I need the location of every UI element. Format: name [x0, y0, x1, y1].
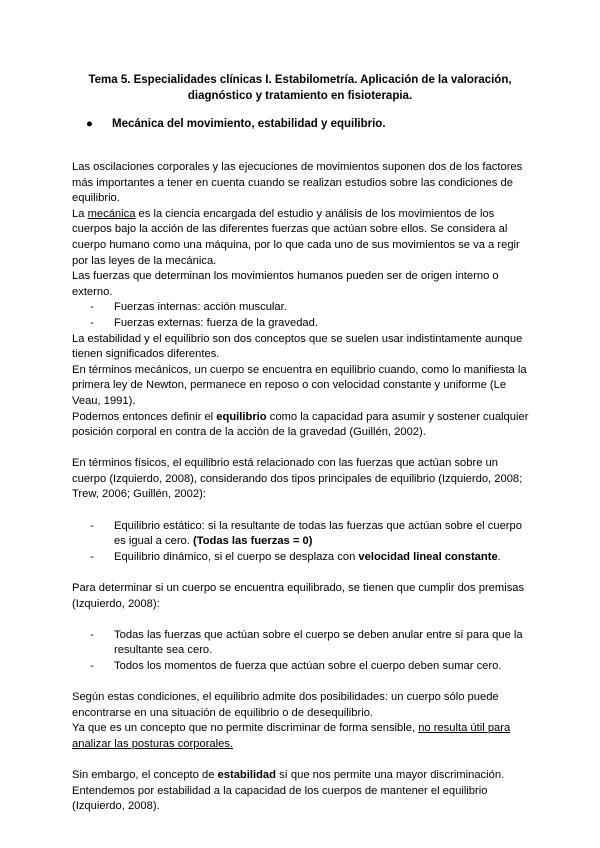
- text: .: [497, 550, 501, 563]
- section-heading: [86, 116, 386, 132]
- paragraph-not-useful: [72, 721, 532, 752]
- list-item: [72, 300, 532, 316]
- list-item-text: Todas las fuerzas que actúan sobre el cuerpo se deben anular entre sí para que la resultante sea cero.: [114, 628, 523, 657]
- list-item-text: Fuerzas externas: fuerza de la gravedad.: [114, 316, 318, 329]
- list-item-text: Fuerzas internas: acción muscular.: [114, 301, 287, 314]
- text: Sin embargo, el concepto de: [72, 769, 218, 782]
- list-item: [72, 316, 532, 332]
- paragraph-mechanics: [72, 207, 532, 269]
- paragraph-equilibrium-definition: [72, 410, 532, 441]
- paragraph-forces: Las fuerzas que determinan los movimientos humanos pueden ser de origen interno o externo.: [72, 270, 499, 298]
- text: sí que nos permite una mayor discriminación.: [275, 769, 505, 782]
- dash-marker: -: [90, 316, 94, 329]
- document-body: [72, 160, 532, 815]
- bold-text: (Todas las fuerzas = 0): [192, 535, 313, 548]
- paragraph-premises: Para determinar si un cuerpo se encuentra equilibrado, se tienen que cumplir dos premisas (Izquierdo, 2008):: [72, 582, 525, 610]
- spacer: [72, 503, 532, 519]
- text: Equilibrio dinámico, si el cuerpo se desplaza con: [114, 550, 359, 563]
- text: Ya que es un concepto que no permite discriminar de forma sensible,: [72, 722, 419, 735]
- paragraph-stability-definition: Entendemos por estabilidad a la capacidad de los cuerpos de mantener el equilibrio (Izquierdo, 2008).: [72, 784, 488, 813]
- paragraph-stability-balance: La estabilidad y el equilibrio son dos conceptos que se suelen usar indistintamente aunque tienen significados diferentes.: [72, 332, 523, 361]
- dash-marker: -: [90, 660, 94, 672]
- paragraph-newton: En términos mecánicos, un cuerpo se encuentra en equilibrio cuando, como lo manifiesta la primera ley de Newton, permanece en reposo o con velocidad constante y uniforme (Le Veau, 1991).: [72, 363, 527, 407]
- mechanics-term: mecánica: [87, 207, 136, 220]
- bullet-icon: ●: [86, 118, 93, 130]
- dash-marker: -: [90, 550, 94, 563]
- equilibrium-term: equilibrio: [216, 410, 267, 423]
- text: Equilibrio estático: si la resultante de todas las fuerzas que actúan sobre el cuerpo es igual a cero.: [114, 519, 522, 548]
- spacer: [72, 441, 532, 457]
- spacer: [72, 675, 532, 691]
- paragraph-physical-terms: En términos físicos, el equilibrio está relacionado con las fuerzas que actúan sobre un cuerpo (Izquierdo, 2008), considerando dos tipos principales de equilibrio (Izquierdo, 2008; Trew, 2006; Guillén, 2002):: [72, 457, 523, 501]
- spacer: [72, 753, 532, 769]
- list-item: [72, 659, 532, 675]
- dash-marker: -: [90, 519, 94, 532]
- list-item-text: Todos los momentos de fuerza que actúan sobre el cuerpo deben sumar cero.: [114, 660, 502, 672]
- list-item-text: [114, 519, 532, 550]
- list-item-text: [114, 550, 532, 566]
- title-line-2: diagnóstico y tratamiento en fisioterapia.: [187, 90, 413, 102]
- paragraph-oscillations: Las oscilaciones corporales y las ejecuciones de movimientos suponen dos de los factores más importantes a tener en cuenta cuando se realizan estudios sobre las condiciones de equilibrio.: [72, 161, 523, 205]
- list-item: [72, 550, 532, 566]
- dash-marker: -: [90, 301, 94, 314]
- paragraph-stability: [72, 768, 532, 784]
- text: como la capacidad para asumir y sostener cualquier posición corporal en contra de la acción de la gravedad (Guillén, 2002).: [72, 410, 529, 439]
- spacer: [72, 612, 532, 628]
- bold-text: velocidad lineal constante: [358, 550, 498, 563]
- spacer: [72, 565, 532, 581]
- text: La: [72, 207, 88, 220]
- paragraph-conditions: Según estas condiciones, el equilibrio admite dos posibilidades: un cuerpo sólo puede encontrarse en una situación de equilibrio o de desequilibrio.: [72, 691, 499, 719]
- document-title: [72, 72, 528, 104]
- title-line-1: Tema 5. Especialidades clínicas I. Estabilometría. Aplicación de la valoración,: [88, 74, 512, 86]
- stability-term: estabilidad: [217, 769, 276, 782]
- text: Podemos entonces definir el: [72, 410, 217, 423]
- list-item: [72, 519, 532, 550]
- underlined-text: no resulta útil para analizar las posturas corporales.: [72, 722, 511, 750]
- list-item: [72, 628, 532, 659]
- text: es la ciencia encargada del estudio y análisis de los movimientos de los cuerpos bajo la acción de las diferentes fuerzas que actúan sobre ellos. Se considera al cuerpo humano como una máquina, por lo que cada uno de sus movimientos se va a regir por las leyes de la mecánica.: [72, 207, 520, 267]
- section-heading-text: Mecánica del movimiento, estabilidad y equilibrio.: [112, 118, 386, 130]
- dash-marker: -: [90, 628, 94, 641]
